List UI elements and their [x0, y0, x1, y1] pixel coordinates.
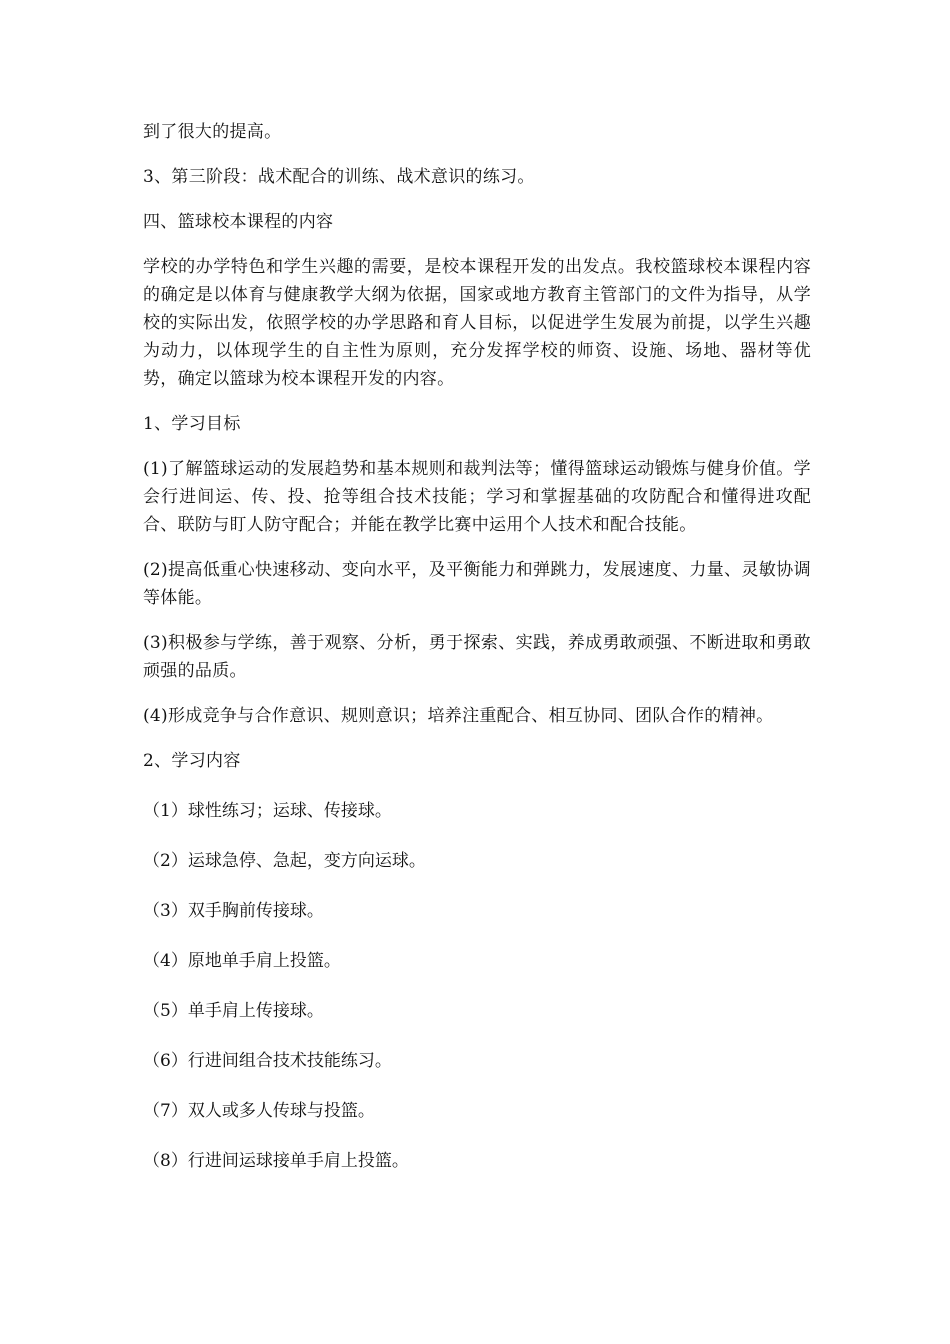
goal-item-2: (2)提高低重心快速移动、变向水平，及平衡能力和弹跳力，发展速度、力量、灵敏协调等体能。	[143, 560, 811, 608]
content-item-6: （6）行进间组合技术技能练习。	[143, 1051, 392, 1071]
goal-item-3: (3)积极参与学练，善于观察、分析，勇于探索、实践，养成勇敢顽强、不断进取和勇敢顽强的品质。	[143, 633, 811, 681]
content-item-1: （1）球性练习；运球、传接球。	[143, 801, 392, 821]
subheading-learning-content: 2、学习内容	[143, 751, 241, 771]
content-item-7: （7）双人或多人传球与投篮。	[143, 1101, 375, 1121]
subheading-learning-goals: 1、学习目标	[143, 414, 241, 434]
paragraph-continuation: 到了很大的提高。	[143, 122, 282, 142]
content-item-5: （5）单手肩上传接球。	[143, 1001, 324, 1021]
content-item-8: （8）行进间运球接单手肩上投篮。	[143, 1151, 409, 1171]
content-item-4: （4）原地单手肩上投篮。	[143, 951, 341, 971]
content-item-2: （2）运球急停、急起，变方向运球。	[143, 851, 426, 871]
paragraph-stage-three: 3、第三阶段：战术配合的训练、战术意识的练习。	[143, 167, 535, 187]
paragraph-course-rationale: 学校的办学特色和学生兴趣的需要，是校本课程开发的出发点。我校篮球校本课程内容的确定是以体育与健康教学大纲为依据，国家或地方教育主管部门的文件为指导，从学校的实际出发，依照学校的办学思路和育人目标，以促进学生发展为前提，以学生兴趣为动力，以体现学生的自主性为原则，充分发挥学校的师资、设施、场地、器材等优势，确定以篮球为校本课程开发的内容。	[143, 257, 811, 389]
goal-item-1: (1)了解篮球运动的发展趋势和基本规则和裁判法等；懂得篮球运动锻炼与健身价值。学会行进间运、传、投、抢等组合技术技能；学习和掌握基础的攻防配合和懂得进攻配合、联防与盯人防守配合；并能在教学比赛中运用个人技术和配合技能。	[143, 459, 811, 535]
goal-item-4: (4)形成竞争与合作意识、规则意识；培养注重配合、相互协同、团队合作的精神。	[143, 706, 774, 726]
content-item-3: （3）双手胸前传接球。	[143, 901, 324, 921]
document-page	[143, 118, 811, 1197]
section-heading-course-content: 四、篮球校本课程的内容	[143, 212, 334, 232]
